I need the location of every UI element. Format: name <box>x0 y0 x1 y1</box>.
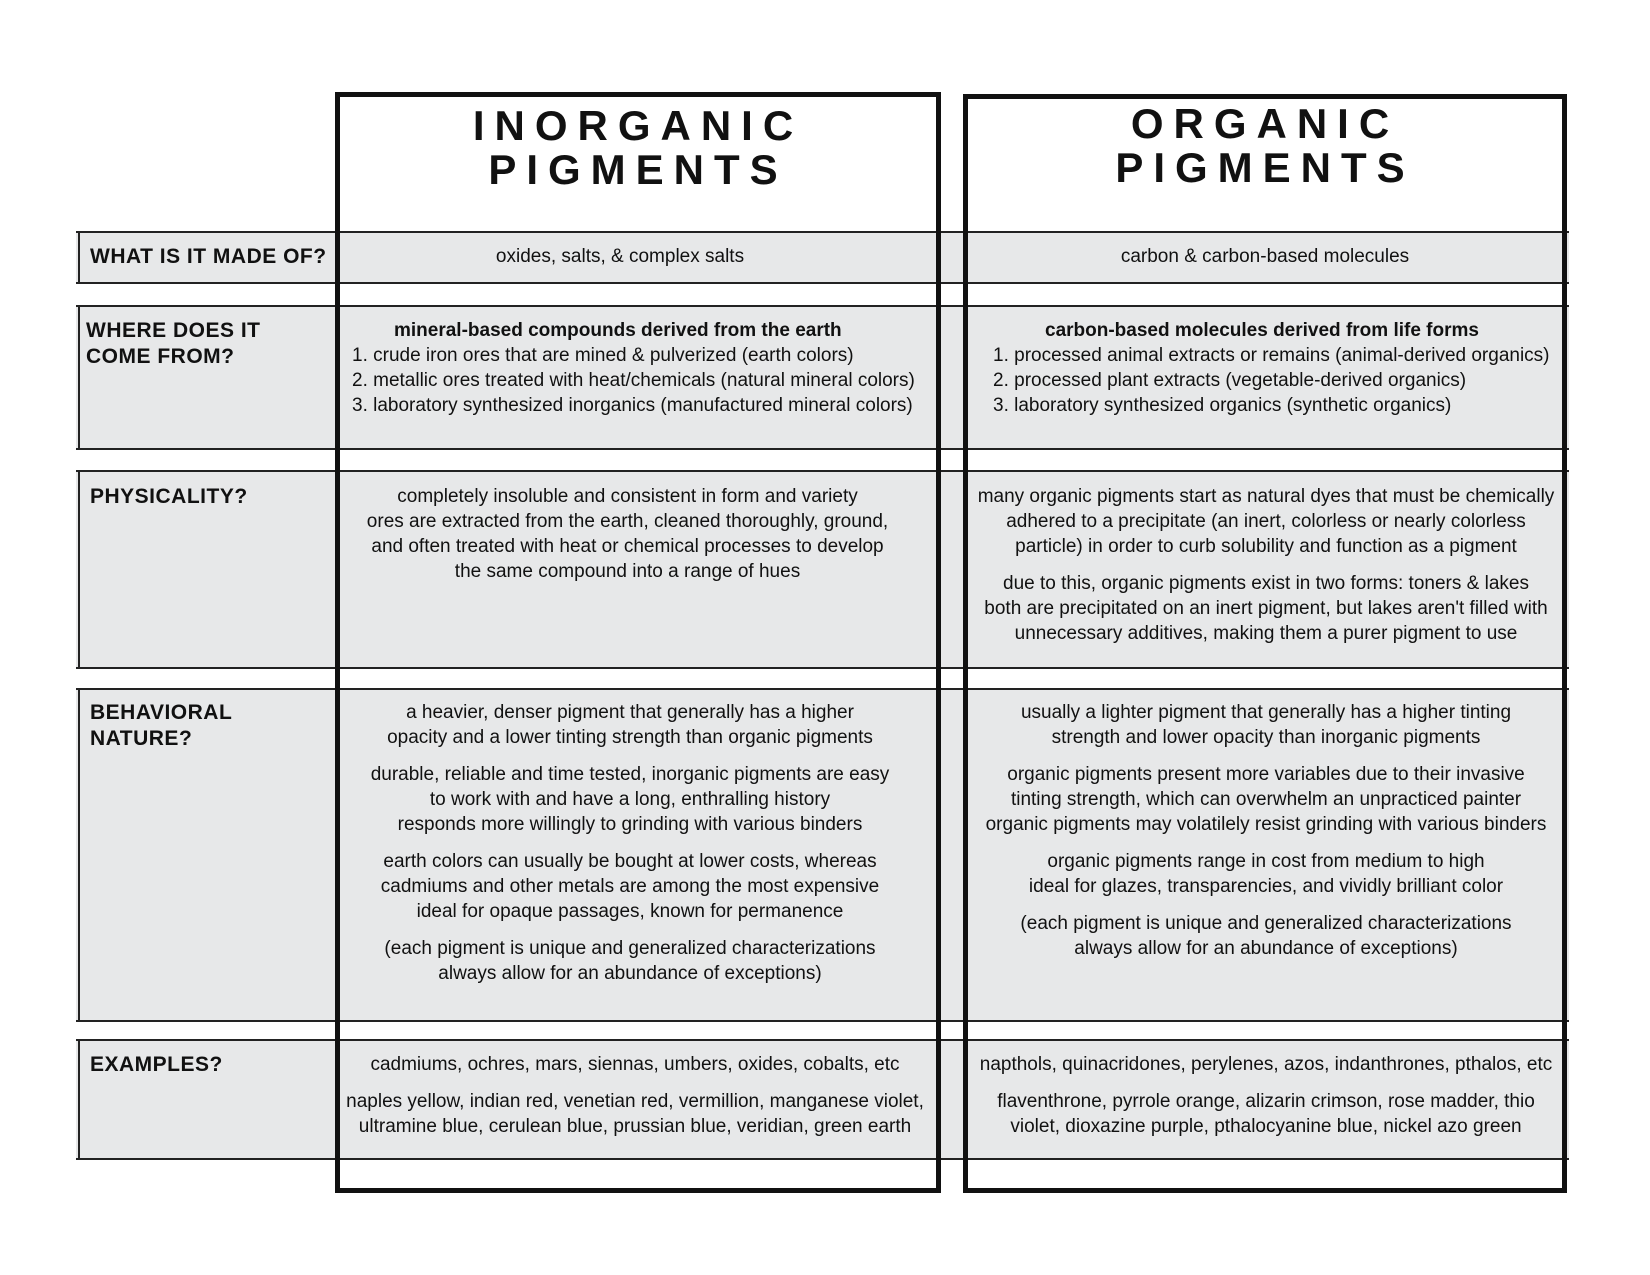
origin-organic-heading: carbon-based molecules derived from life forms <box>1045 320 1479 341</box>
text-line: naples yellow, indian red, venetian red, vermillion, manganese violet, <box>346 1091 924 1112</box>
text-line: particle) in order to curb solubility and function as a pigment <box>1015 536 1517 557</box>
text-line: many organic pigments start as natural dyes that must be chemically <box>977 486 1555 507</box>
text-line: ideal for glazes, transparencies, and vividly brilliant color <box>1028 876 1504 897</box>
text-line: adhered to a precipitate (an inert, colorless or nearly colorless <box>1006 511 1526 532</box>
text-line: unnecessary additives, making them a purer pigment to use <box>1014 623 1518 644</box>
text-line: organic pigments present more variables due to their invasive <box>1007 764 1525 785</box>
origin-inorganic <box>352 318 937 418</box>
label-origin <box>86 318 261 370</box>
text-line: flaventhrone, pyrrole orange, alizarin crimson, rose madder, thio <box>997 1091 1535 1112</box>
text-line: organic pigments range in cost from medium to high <box>1047 851 1485 872</box>
list-item: 2. processed plant extracts (vegetable-derived organics) <box>993 370 1467 391</box>
text-line: a heavier, denser pigment that generally has a higher <box>406 702 854 723</box>
text-line: ultramine blue, cerulean blue, prussian blue, veridian, green earth <box>358 1116 912 1137</box>
list-item: 1. processed animal extracts or remains (animal-derived organics) <box>993 345 1550 366</box>
organic-title <box>968 102 1562 190</box>
text-line: opacity and a lower tinting strength than organic pigments <box>387 727 873 748</box>
text-line: organic pigments may volatilely resist grinding with various binders <box>985 814 1547 835</box>
label-edge-origin <box>78 305 80 450</box>
label-behavior <box>90 700 232 752</box>
text-line: always allow for an abundance of exceptions) <box>1074 938 1458 959</box>
inorganic-title-line2: PIGMENTS <box>488 146 788 193</box>
examples-inorganic <box>345 1052 925 1139</box>
text-line: to work with and have a long, enthralling history <box>429 789 831 810</box>
label-origin-line2: COME FROM? <box>86 345 235 368</box>
origin-inorganic-list <box>352 343 937 418</box>
label-behavior-line2: NATURE? <box>90 727 193 750</box>
behavior-organic <box>972 700 1560 961</box>
origin-organic-list <box>993 343 1563 418</box>
label-edge-examples <box>78 1039 80 1160</box>
physicality-organic <box>972 484 1560 646</box>
text-line: both are precipitated on an inert pigment, but lakes aren't filled with <box>984 598 1548 619</box>
text-line: always allow for an abundance of exceptions) <box>438 963 822 984</box>
label-examples: EXAMPLES? <box>90 1053 223 1076</box>
label-made-of: WHAT IS IT MADE OF? <box>90 245 327 268</box>
text-line: durable, reliable and time tested, inorganic pigments are easy <box>370 764 890 785</box>
text-line: ores are extracted from the earth, cleaned thoroughly, ground, <box>366 511 889 532</box>
label-edge-made-of <box>78 231 80 284</box>
text-line: napthols, quinacridones, perylenes, azos, indanthrones, pthalos, etc <box>979 1054 1553 1075</box>
text-line: tinting strength, which can overwhelm an unpracticed painter <box>1010 789 1522 810</box>
label-behavior-line1: BEHAVIORAL <box>90 701 233 724</box>
label-physicality: PHYSICALITY? <box>90 485 248 508</box>
text-line: cadmiums and other metals are among the most expensive <box>380 876 880 897</box>
text-line: and often treated with heat or chemical processes to develop <box>371 536 884 557</box>
made-of-organic: carbon & carbon-based molecules <box>1120 246 1410 267</box>
text-line: completely insoluble and consistent in form and variety <box>397 486 858 507</box>
list-item: 3. laboratory synthesized organics (synthetic organics) <box>993 395 1452 416</box>
inorganic-title-line1: INORGANIC <box>472 102 804 149</box>
text-line: due to this, organic pigments exist in two forms: toners & lakes <box>1003 573 1529 594</box>
text-line: usually a lighter pigment that generally has a higher tinting <box>1020 702 1512 723</box>
text-line: the same compound into a range of hues <box>454 561 801 582</box>
text-line: earth colors can usually be bought at lower costs, whereas <box>383 851 877 872</box>
list-item: 3. laboratory synthesized inorganics (manufactured mineral colors) <box>352 395 913 416</box>
organic-title-line1: ORGANIC <box>1130 100 1400 147</box>
label-edge-physicality <box>78 470 80 669</box>
text-line: ideal for opaque passages, known for permanence <box>416 901 844 922</box>
text-line: violet, dioxazine purple, pthalocyanine blue, nickel azo green <box>1010 1116 1522 1137</box>
inorganic-title <box>340 104 936 192</box>
text-line: (each pigment is unique and generalized characterizations <box>384 938 876 959</box>
text-line: cadmiums, ochres, mars, siennas, umbers, oxides, cobalts, etc <box>370 1054 900 1075</box>
label-edge-behavior <box>78 688 80 1022</box>
organic-title-line2: PIGMENTS <box>1115 144 1415 191</box>
origin-organic <box>993 318 1563 418</box>
origin-inorganic-heading: mineral-based compounds derived from the earth <box>394 320 842 341</box>
made-of-inorganic: oxides, salts, & complex salts <box>495 246 745 267</box>
examples-organic <box>972 1052 1560 1139</box>
text-line: strength and lower opacity than inorganic pigments <box>1051 727 1481 748</box>
text-line: responds more willingly to grinding with various binders <box>397 814 863 835</box>
physicality-inorganic <box>345 484 910 584</box>
label-origin-line1: WHERE DOES IT <box>86 319 261 342</box>
list-item: 1. crude iron ores that are mined & pulverized (earth colors) <box>352 345 854 366</box>
text-line: (each pigment is unique and generalized characterizations <box>1020 913 1512 934</box>
list-item: 2. metallic ores treated with heat/chemicals (natural mineral colors) <box>352 370 915 391</box>
behavior-inorganic <box>345 700 915 986</box>
